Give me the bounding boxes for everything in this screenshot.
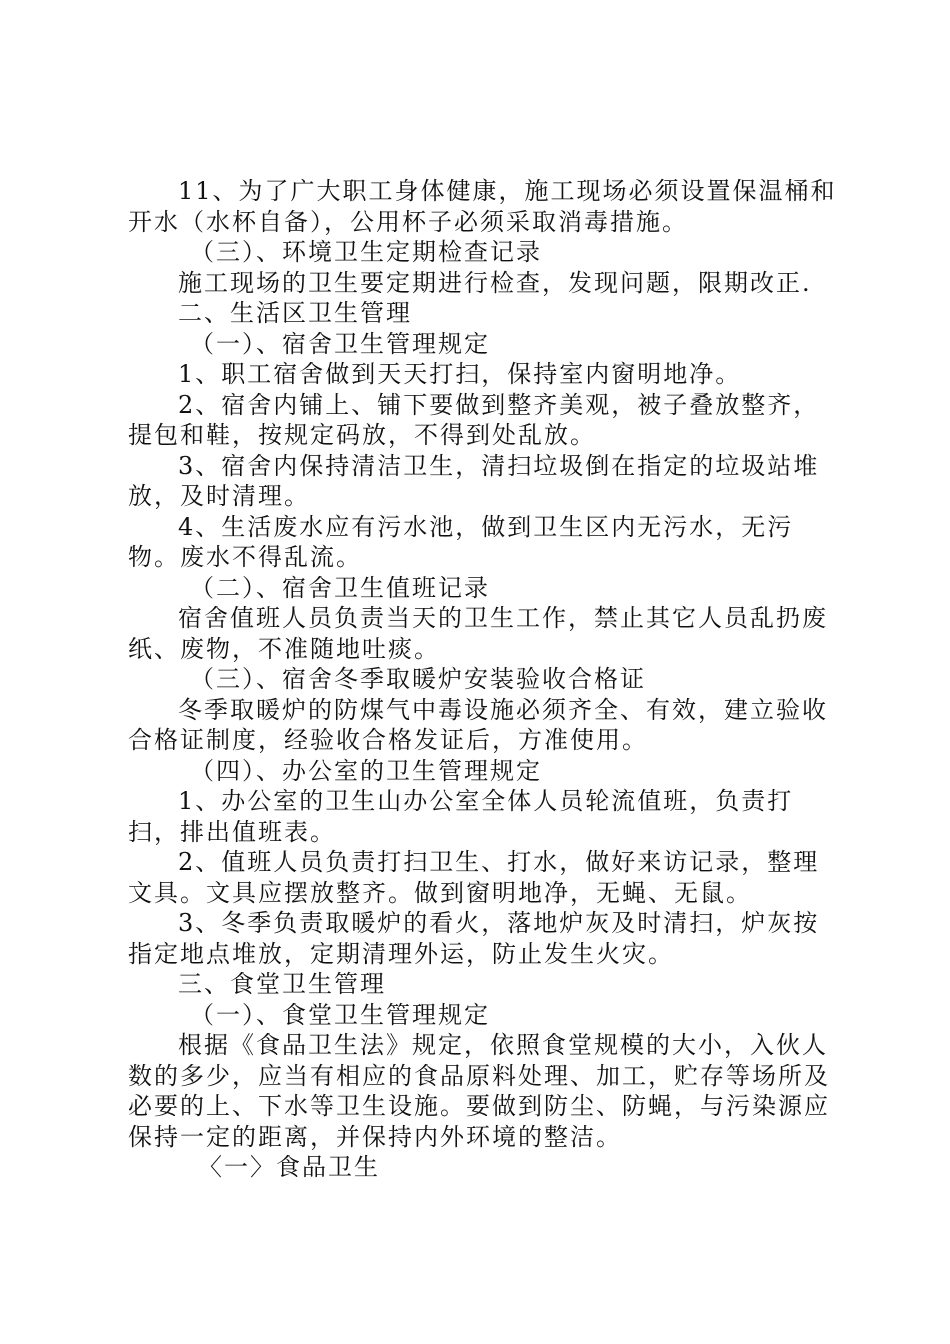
paragraph-dorm-1: 1、职工宿舍做到天天打扫，保持室内窗明地净。 — [178, 360, 742, 388]
paragraph-office-1: 1、办公室的卫生山办公室全体人员轮流值班，负责打扫，排出值班表。 — [128, 787, 794, 846]
paragraph-env-check: 施工现场的卫生要定期进行检查，发现问题，限期改正. — [178, 268, 812, 297]
paragraph-office-2: 2、值班人员负责打扫卫生、打水，做好来访记录，整理文具。文具应摆放整齐。做到窗明地净，无蝇、无鼠。 — [128, 848, 820, 907]
paragraph-canteen-rules: 根据《食品卫生法》规定，依照食堂规模的大小，入伙人数的多少，应当有相应的食品原料处理、加工，贮存等场所及必要的上、下水等卫生设施。要做到防尘、防蝇，与污染源应保持一定的距离，并保持内外环境的整洁。 — [128, 1031, 830, 1151]
section-heading-canteen-rules: （一）、食堂卫生管理规定 — [190, 1000, 490, 1029]
section-heading-dorm-rules: （一）、宿舍卫生管理规定 — [190, 329, 490, 358]
document-body — [128, 176, 838, 1183]
paragraph-dorm-duty: 宿舍值班人员负责当天的卫生工作，禁止其它人员乱扔废纸、废物，不准随地吐痰。 — [128, 604, 828, 663]
paragraph-item-11: 11、为了广大职工身体健康，施工现场必须设置保温桶和开水（水杯自备），公用杯子必须采取消毒措施。 — [128, 177, 837, 236]
paragraph-dorm-4: 4、生活废水应有污水池，做到卫生区内无污水，无污物。废水不得乱流。 — [128, 512, 794, 571]
section-heading-heater-cert: （三）、宿舍冬季取暖炉安装验收合格证 — [190, 665, 646, 693]
section-heading-office-rules: （四）、办公室的卫生管理规定 — [190, 756, 542, 785]
section-heading-dorm-duty: （二）、宿舍卫生值班记录 — [190, 573, 490, 602]
paragraph-dorm-3: 3、宿舍内保持清洁卫生，清扫垃圾倒在指定的垃圾站堆放，及时清理。 — [128, 451, 820, 510]
section-heading-living-area: 二、生活区卫生管理 — [178, 299, 412, 327]
paragraph-dorm-2: 2、宿舍内铺上、铺下要做到整齐美观，被子叠放整齐，提包和鞋，按规定码放，不得到处乱放。 — [128, 390, 820, 449]
section-heading-food-hygiene: 〈一〉食品卫生 — [198, 1153, 380, 1181]
section-heading-canteen: 三、食堂卫生管理 — [178, 970, 386, 998]
paragraph-office-3: 3、冬季负责取暖炉的看火，落地炉灰及时清扫，炉灰按指定地点堆放，定期清理外运，防止发生火灾。 — [128, 909, 820, 968]
paragraph-heater-cert: 冬季取暖炉的防煤气中毒设施必须齐全、有效，建立验收合格证制度，经验收合格发证后，方准使用。 — [128, 695, 828, 754]
section-heading-env-check: （三）、环境卫生定期检查记录 — [190, 238, 542, 266]
